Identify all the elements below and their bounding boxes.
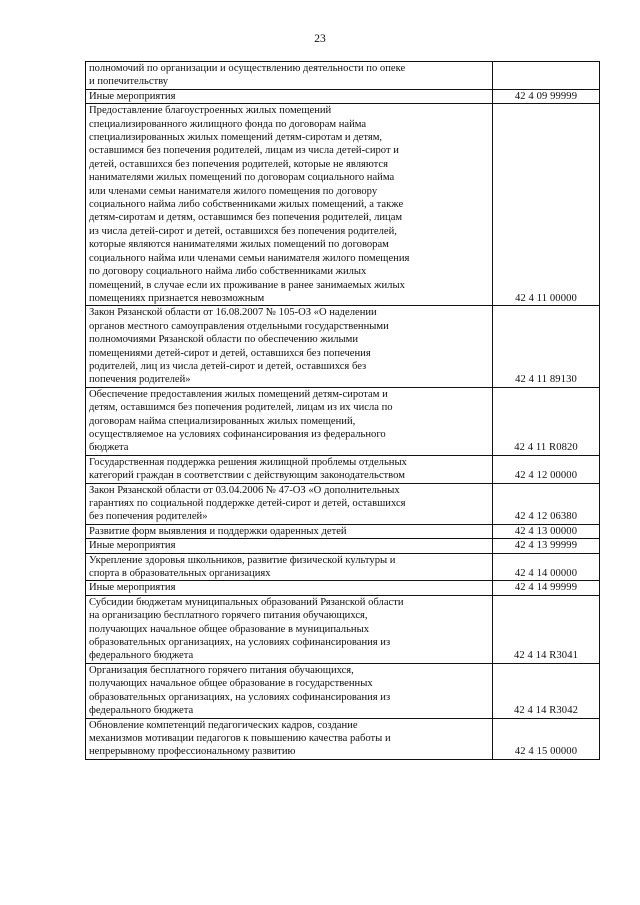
table-row (86, 539, 600, 553)
row-description (86, 455, 493, 483)
table-row (86, 455, 600, 483)
table-row (86, 89, 600, 103)
description-line: Закон Рязанской области от 03.04.2006 № 47-ОЗ «О дополнительных (89, 484, 400, 496)
row-code: 42 4 14 R3042 (493, 663, 600, 718)
row-description (86, 89, 493, 103)
description-line: Иные мероприятия (89, 540, 176, 552)
description-line: механизмов мотивации педагогов к повышению качества работы и (89, 732, 391, 744)
table-row (86, 718, 600, 759)
table-row (86, 306, 600, 387)
description-line: социального найма либо собственниками жилых помещений, а также (89, 199, 404, 211)
description-line: образовательных организациях, на условиях софинансирования из (89, 691, 391, 703)
table-row (86, 581, 600, 595)
description-line: детей, оставшихся без попечения родителей, которые не являются (89, 158, 389, 170)
description-line: детям-сиротам и детям, оставшимся без попечения родителей, лицам (89, 212, 403, 224)
row-description (86, 524, 493, 538)
description-line: непрерывному профессиональному развитию (89, 746, 296, 758)
description-line: нанимателями жилых помещений по договорам социального найма (89, 172, 395, 184)
description-line: детям, оставшимся без попечения родителей, лицам из их числа по (89, 402, 393, 414)
row-code: 42 4 14 99999 (493, 581, 600, 595)
table-row (86, 387, 600, 455)
description-line: Развитие форм выявления и поддержки одаренных детей (89, 525, 347, 537)
description-line: получающих начальное общее образование в государственных (89, 678, 373, 690)
description-line: Предоставление благоустроенных жилых помещений (89, 105, 332, 117)
row-description (86, 62, 493, 90)
description-line: Укрепление здоровья школьников, развитие физической культуры и (89, 554, 396, 566)
description-line: родителей, лиц из числа детей-сирот и детей, оставшихся без (89, 360, 367, 372)
description-line: получающих начальное общее образование в муниципальных (89, 623, 370, 635)
description-line: образовательных организациях, на условиях софинансирования из (89, 637, 391, 649)
row-description (86, 595, 493, 663)
row-code: 42 4 14 00000 (493, 553, 600, 581)
description-line: Иные мероприятия (89, 582, 176, 594)
row-code: 42 4 11 89130 (493, 306, 600, 387)
description-line: Обеспечение предоставления жилых помещений детям-сиротам и (89, 388, 388, 400)
description-line: гарантиях по социальной поддержке детей-сирот и детей, оставшихся (89, 498, 406, 509)
description-line: договорам найма специализированных жилых помещений, (89, 415, 356, 427)
row-description (86, 663, 493, 718)
description-line: Закон Рязанской области от 16.08.2007 № 105-ОЗ «О наделении (89, 307, 377, 319)
description-line: осуществляемое на условиях софинансирования из федерального (89, 428, 386, 440)
description-line: федерального бюджета (89, 705, 194, 717)
description-line: Обновление компетенций педагогических кадров, создание (89, 719, 358, 731)
row-description (86, 306, 493, 387)
description-line: помещениями детей-сирот и детей, оставшихся без попечения (89, 347, 371, 359)
row-code: 42 4 11 00000 (493, 104, 600, 306)
description-line: которые являются нанимателями жилых помещений по договорам (89, 239, 389, 251)
description-line: попечения родителей» (89, 374, 191, 386)
description-line: полномочий по организации и осуществлению деятельности по опеке (89, 63, 406, 74)
table-row (86, 62, 600, 90)
budget-classification-table (85, 61, 600, 760)
description-line: помещениях признается невозможным (89, 292, 265, 304)
description-line: категорий граждан в соответствии с действующим законодательством (89, 470, 405, 482)
description-line: помещений, в случае если их проживание в ранее занимаемых жилых (89, 279, 405, 291)
description-line: или членами семьи нанимателя жилого помещения по договору (89, 185, 378, 197)
row-description (86, 483, 493, 524)
table-row (86, 663, 600, 718)
description-line: специализированного жилищного фонда по договорам найма (89, 118, 367, 130)
row-code: 42 4 15 00000 (493, 718, 600, 759)
description-line: оставшимся без попечения родителей, лицам из числа детей-сирот и (89, 145, 399, 157)
description-line: и попечительству (89, 76, 169, 88)
description-line: органов местного самоуправления отдельными государственными (89, 320, 389, 332)
row-description (86, 104, 493, 306)
row-code: 42 4 14 R3041 (493, 595, 600, 663)
description-line: Государственная поддержка решения жилищной проблемы отдельных (89, 456, 407, 468)
row-code: 42 4 13 99999 (493, 539, 600, 553)
row-description (86, 539, 493, 553)
description-line: Организация бесплатного горячего питания обучающихся, (89, 664, 354, 676)
description-line: федерального бюджета (89, 650, 194, 662)
description-line: социального найма или членами семьи нанимателя жилого помещения (89, 252, 410, 264)
table-row (86, 553, 600, 581)
description-line: Субсидии бюджетам муниципальных образований Рязанской области (89, 596, 404, 608)
row-description (86, 387, 493, 455)
table-row (86, 483, 600, 524)
description-line: бюджета (89, 442, 129, 454)
description-line: полномочиями Рязанской области по обеспечению жилыми (89, 334, 359, 346)
row-code: 42 4 12 06380 (493, 483, 600, 524)
table-row (86, 524, 600, 538)
row-code: 42 4 13 00000 (493, 524, 600, 538)
row-code (493, 62, 600, 90)
description-line: спорта в образовательных организациях (89, 568, 271, 580)
description-line: специализированных жилых помещений детям-сиротам и детям, (89, 132, 383, 144)
row-description (86, 553, 493, 581)
description-line: из числа детей-сирот и детей, оставшихся без попечения родителей, (89, 225, 397, 237)
row-description (86, 581, 493, 595)
row-code: 42 4 12 00000 (493, 455, 600, 483)
description-line: без попечения родителей» (89, 511, 208, 523)
row-code: 42 4 09 99999 (493, 89, 600, 103)
page-number: 23 (314, 33, 326, 45)
description-line: по договору социального найма либо собственниками жилых (89, 266, 367, 278)
description-line: Иные мероприятия (89, 90, 176, 102)
table-row (86, 104, 600, 306)
row-code: 42 4 11 R0820 (493, 387, 600, 455)
description-line: на организацию бесплатного горячего питания обучающихся, (89, 610, 368, 622)
table-row (86, 595, 600, 663)
row-description (86, 718, 493, 759)
